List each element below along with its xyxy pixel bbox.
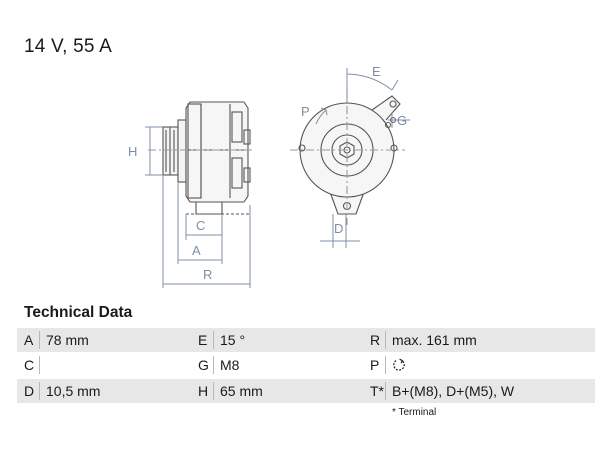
product-rating: 14 V, 55 A [24, 36, 112, 57]
spec-value-a: 78 mm [46, 332, 89, 348]
column-divider [39, 331, 40, 349]
column-divider [385, 356, 386, 374]
dim-label-c: C [196, 218, 206, 233]
spec-key-a: A [24, 332, 34, 348]
dim-label-a: A [192, 243, 201, 258]
column-divider [213, 356, 214, 374]
clockwise-rotation-icon [392, 358, 406, 372]
dim-label-r: R [203, 267, 213, 282]
spec-key-p: P [370, 357, 380, 373]
spec-value-d: 10,5 mm [46, 383, 101, 399]
dim-label-p: P [301, 104, 310, 119]
side-view [148, 102, 255, 214]
spec-value-p [392, 357, 406, 373]
spec-key-d: D [24, 383, 35, 399]
column-divider [385, 382, 386, 400]
dim-label-d: D [334, 221, 344, 236]
terminal-footnote: * Terminal [392, 407, 437, 418]
spec-value-e: 15 ° [220, 332, 246, 348]
dim-label-h: H [128, 144, 138, 159]
spec-key-g: G [198, 357, 209, 373]
table-row [17, 353, 595, 377]
spec-key-e: E [198, 332, 208, 348]
column-divider [39, 356, 40, 374]
spec-value-g: M8 [220, 357, 240, 373]
column-divider [39, 382, 40, 400]
spec-value-terminal: B+(M8), D+(M5), W [392, 383, 515, 399]
spec-key-terminal: T* [370, 383, 384, 399]
technical-data-title: Technical Data [24, 304, 133, 321]
column-divider [213, 382, 214, 400]
spec-key-c: C [24, 357, 35, 373]
column-divider [385, 331, 386, 349]
column-divider [213, 331, 214, 349]
table-row [17, 328, 595, 352]
table-row [17, 379, 595, 403]
spec-key-r: R [370, 332, 381, 348]
spec-value-r: max. 161 mm [392, 332, 477, 348]
dim-label-g: G [397, 113, 408, 128]
dim-label-e: E [372, 64, 381, 79]
spec-value-h: 65 mm [220, 383, 263, 399]
spec-key-h: H [198, 383, 209, 399]
